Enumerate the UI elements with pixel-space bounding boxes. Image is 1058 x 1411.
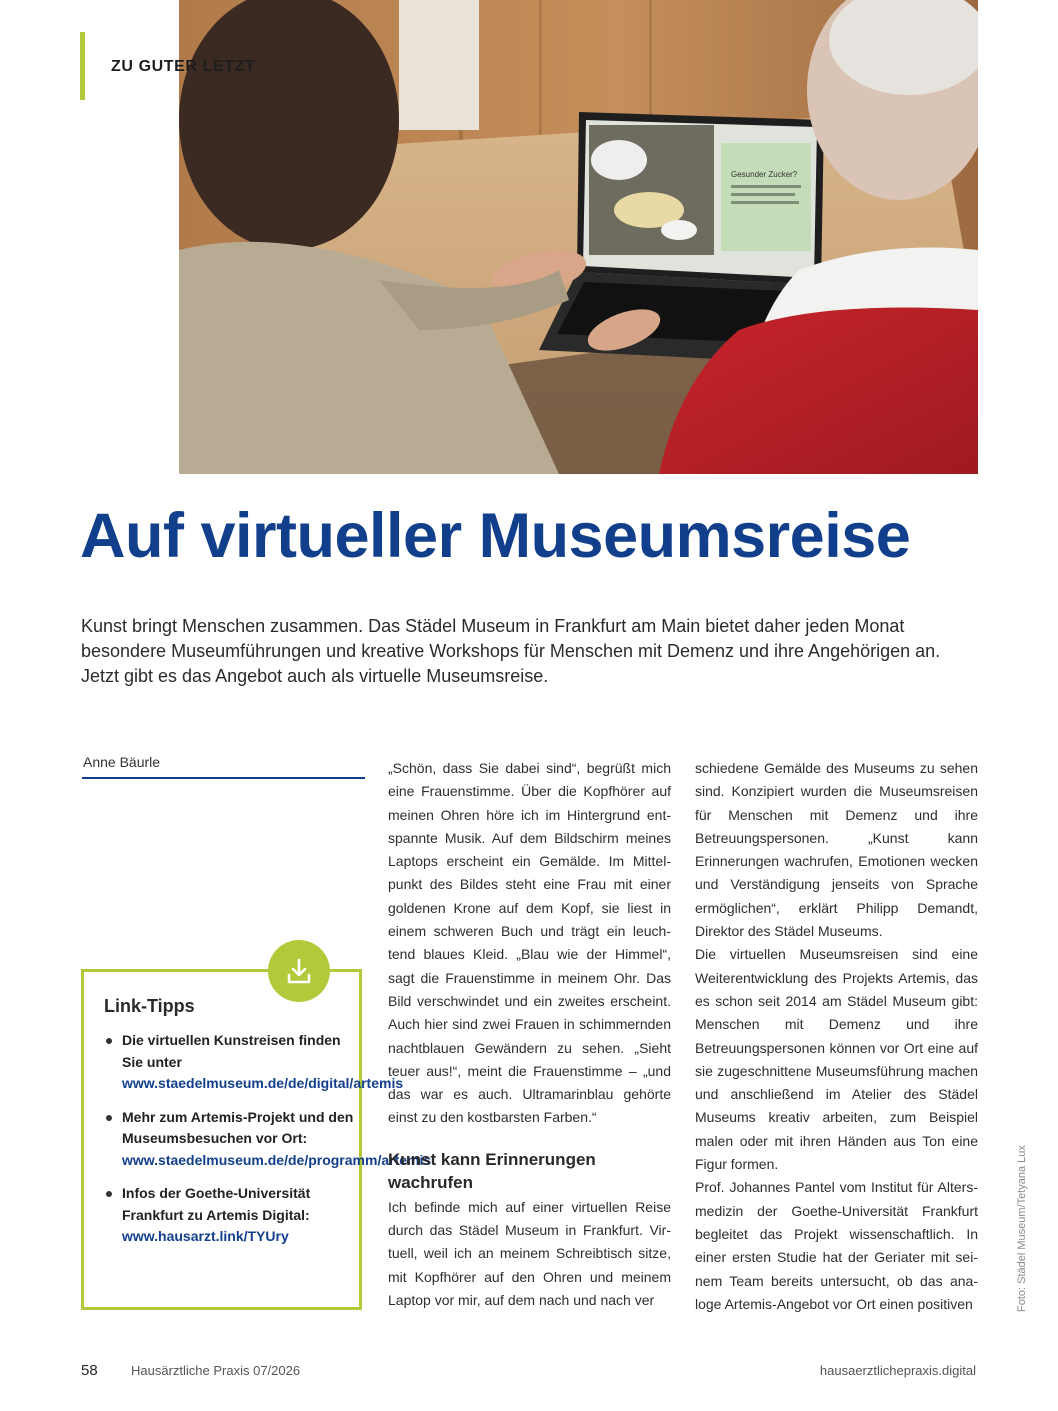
article-photo [179, 0, 978, 474]
body-paragraph: Prof. Johannes Pantel vom Institut für Altersmedizin der Goethe-Universität Frankfurt begleitet das Projekt wissenschaftlich. In einer ersten Studie hat der Geriater mit seinem Team bereits untersucht, ob das analoge Artemis-Angebot vor Ort einen positiven [695, 1179, 978, 1312]
photo-credit: Foto: Städel Museum/Tetyana Lux [1016, 1145, 1028, 1312]
body-paragraph: Ich befinde mich auf einer virtuellen Reise durch das Städel Museum in Frankfurt. Virtuell, weil ich an meinem Schreibtisch sitze, mit Kopfhörer auf den Ohren und meinem Laptop vor mir, auf dem nach und nach ver [388, 1198, 671, 1308]
link-tip-url[interactable]: www.hausarzt.link/TYUry [122, 1228, 289, 1244]
link-tips-box [81, 969, 432, 1310]
body-paragraph: „Schön, dass Sie dabei sind“, begrüßt mich eine Frauenstimme. Über die Kopfhörer auf meinen Ohren höre ich im Hintergrund entspannte Musik. Auf dem Bildschirm meines Laptops erscheint ein Gemälde. Im Mittelpunkt des Bildes steht eine Frau mit einer goldenen Krone auf dem Kopf, sie liest in einem schweren Buch und trägt ein leuchtend blaues Kleid. „Blau wie der Himmel“, sagt die Frauenstimme in meinem Ohr. Das Bild verschwindet und ein zweites erscheint. Auch hier sind zwei Frauen in schimmernden nachtblauen Gewändern zu sehen. „Sieht teuer aus!“, meint die Frauenstimme – „und das war es auch. Ultramarinblau gehörte einst zu den kostbarsten Farben.“ [388, 760, 671, 1126]
link-tip-item [104, 1030, 404, 1095]
page-number: 58 [81, 1362, 98, 1379]
link-tip-url[interactable]: www.staedelmuseum.de/de/digital/artemis [122, 1075, 404, 1091]
section-label: ZU GUTER LETZT [111, 58, 256, 75]
link-tip-item [104, 1107, 432, 1172]
body-paragraph: schiedene Gemälde des Museums zu sehen sind. Konzipiert wurden die Museumsreisen für Menschen mit Demenz und ihre Betreuungspersonen. „Kunst kann Erinnerungen wachrufen, Emotionen wecken und Verständigung jenseits von Sprache ermöglichen“, erklärt Philipp Demandt, Direktor des Städel Museums. [695, 760, 978, 940]
screen-title: Gesunder Zucker? [731, 170, 798, 179]
link-tip-text: Infos der Goethe-Universität Frankfurt zu Artemis Digital: [122, 1185, 311, 1223]
link-tip-text: Mehr zum Artemis-Projekt und den Museumsbesuchen vor Ort: [122, 1108, 354, 1146]
link-tips-list [104, 1030, 432, 1260]
download-icon [284, 956, 314, 986]
article-headline: Auf virtueller Museumsreise [80, 501, 911, 571]
download-badge [268, 940, 330, 1002]
article-intro: Kunst bringt Menschen zusammen. Das Städel Museum in Frankfurt am Main bietet daher jeden Monat besondere Museumführungen und kreative Workshops für Menschen mit Demenz und ihre Angehörigen an. Jetzt gibt es das Angebot auch als virtuelle Museumsreise. [81, 616, 941, 686]
author-divider [82, 777, 365, 779]
section-accent-bar [80, 32, 85, 100]
article-subhead: Kunst kann Erinnerungen wachrufen [388, 1149, 596, 1192]
link-tip-item [104, 1183, 354, 1248]
footer-magazine: Hausärztliche Praxis 07/2026 [131, 1363, 301, 1378]
body-paragraph: Die virtuellen Museumsreisen sind eine Weiterentwicklung des Projekts Artemis, das es schon seit 2014 am Städel Museum gibt: Menschen mit Demenz und ihre Betreuungspersonen können vor Ort eine auf sie zugeschnittene Museumsführung machen und anschließend im Atelier des Städel Museums kreativ arbeiten, zum Beispiel malen oder mit ihren Händen aus Ton eine Figur formen. [695, 946, 978, 1173]
link-tip-text: Die virtuellen Kunstreisen finden Sie unter [122, 1032, 341, 1070]
footer-url[interactable]: hausaerztlichepraxis.digital [819, 1363, 976, 1378]
link-tips-title: Link-Tipps [104, 996, 195, 1016]
link-tip-url[interactable]: www.staedelmuseum.de/de/programm/artemis [122, 1151, 432, 1168]
article-column-2 [695, 757, 978, 1316]
author-name: Anne Bäurle [83, 754, 161, 770]
article-column-1 [388, 757, 671, 1312]
